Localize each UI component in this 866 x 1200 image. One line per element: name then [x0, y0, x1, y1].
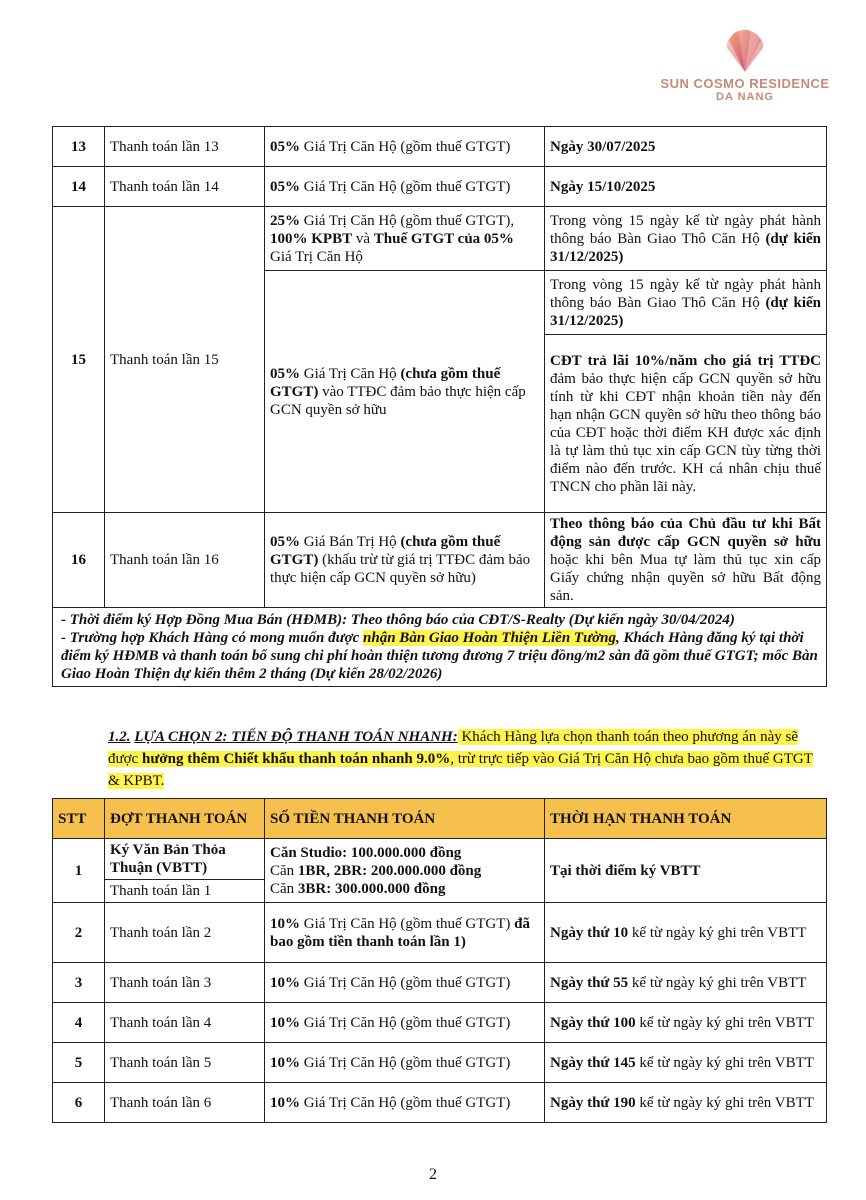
- row-deadline: Ngày thứ 190 kể từ ngày ký ghi trên VBTT: [545, 1083, 827, 1123]
- row-deadline: Ngày thứ 55 kể từ ngày ký ghi trên VBTT: [545, 963, 827, 1003]
- row-stt: 15: [53, 207, 105, 513]
- notes-row: [53, 608, 827, 687]
- page-number: 2: [429, 1166, 437, 1183]
- note-hdmb: - Thời điểm ký Hợp Đồng Mua Bán (HĐMB): Theo thông báo của CĐT/S-Realty (Dự kiến ngày 30/04/2024): [61, 612, 735, 628]
- row-stt: 4: [53, 1003, 105, 1043]
- logo-name: SUN COSMO RESIDENCE: [660, 76, 830, 91]
- row-name: [105, 839, 265, 903]
- row-stt: 1: [53, 839, 105, 903]
- row-amount: 25% Giá Trị Căn Hộ (gồm thuế GTGT), 100% KPBT và Thuế GTGT của 05% Giá Trị Căn Hộ: [265, 207, 545, 271]
- table-row: [53, 513, 827, 608]
- row-amount: 10% Giá Trị Căn Hộ (gồm thuế GTGT) đã bao gồm tiền thanh toán lần 1): [265, 903, 545, 963]
- row-name: Thanh toán lần 2: [105, 903, 265, 963]
- row-amount: 05% Giá Trị Căn Hộ (chưa gồm thuế GTGT) vào TTĐC đảm bảo thực hiện cấp GCN quyền sở hữu: [265, 271, 545, 513]
- row-amount: 10% Giá Trị Căn Hộ (gồm thuế GTGT): [265, 1003, 545, 1043]
- table-row: [53, 903, 827, 963]
- payment-schedule-table-option1: [52, 126, 827, 687]
- table-row: [53, 963, 827, 1003]
- row-deadline: Ngày thứ 10 kể từ ngày ký ghi trên VBTT: [545, 903, 827, 963]
- payment-schedule-table-option2: [52, 798, 827, 1123]
- header-stt: STT: [53, 799, 105, 839]
- row-stt: 2: [53, 903, 105, 963]
- row-amount: 05% Giá Trị Căn Hộ (gồm thuế GTGT): [265, 127, 545, 167]
- sun-logo-icon: [723, 28, 767, 74]
- section-number: 1.2.: [108, 729, 131, 745]
- row-deadline: Ngày 15/10/2025: [545, 167, 827, 207]
- row-stt: 6: [53, 1083, 105, 1123]
- row-amount: 05% Giá Bán Trị Hộ (chưa gồm thuế GTGT) (khấu trừ từ giá trị TTĐC đảm bảo thực hiện cấp GCN quyền sở hữu): [265, 513, 545, 608]
- table-row: [53, 167, 827, 207]
- row-name: Thanh toán lần 14: [105, 167, 265, 207]
- row-stt: 3: [53, 963, 105, 1003]
- logo-city: DA NANG: [716, 91, 774, 103]
- table-header: [53, 799, 827, 839]
- brand-logo: [660, 28, 830, 118]
- row-name: Thanh toán lần 4: [105, 1003, 265, 1043]
- note-handover: - Trường hợp Khách Hàng có mong muốn được nhận Bàn Giao Hoàn Thiện Liền Tường, Khách Hàng đăng ký tại thời điểm ký HĐMB và thanh toán bổ sung chi phí hoàn thiện tương đương 7 triệu đồng/m2 sàn đã gồm thuế GTGT; mốc Bàn Giao Hoàn Thiện dự kiến thêm 2 tháng (Dự kiến 28/02/2026): [61, 630, 818, 682]
- row-amount: 10% Giá Trị Căn Hộ (gồm thuế GTGT): [265, 1043, 545, 1083]
- header-deadline: THỜI HẠN THANH TOÁN: [545, 799, 827, 839]
- table-row: [53, 207, 827, 271]
- section-option-2: [108, 726, 828, 792]
- row-amount: 10% Giá Trị Căn Hộ (gồm thuế GTGT): [265, 1083, 545, 1123]
- row-stt: 5: [53, 1043, 105, 1083]
- row-name-payment: Thanh toán lần 1: [105, 879, 264, 902]
- table-row: [53, 127, 827, 167]
- row-name: Thanh toán lần 6: [105, 1083, 265, 1123]
- row-name: Thanh toán lần 3: [105, 963, 265, 1003]
- row-stt: 16: [53, 513, 105, 608]
- header-phase: ĐỢT THANH TOÁN: [105, 799, 265, 839]
- row-deadline: Ngày thứ 100 kể từ ngày ký ghi trên VBTT: [545, 1003, 827, 1043]
- row-deadline-interest: CĐT trả lãi 10%/năm cho giá trị TTĐC đảm bảo thực hiện cấp GCN quyền sở hữu tính từ khi CĐT nhận khoản tiền này đến hạn nhận GCN quyền sở hữu theo thông báo của CĐT hoặc thời điểm KH được xác định là tự làm thủ tục xin cấp GCN tùy từng thời điểm nào đến trước. KH cá nhân chịu thuế TNCN cho phần lãi này.: [545, 335, 827, 513]
- notes-cell: [53, 608, 827, 687]
- row-deadline: Theo thông báo của Chủ đầu tư khi Bất động sản được cấp GCN quyền sở hữu hoặc khi bên Mua tự làm thủ tục xin cấp Giấy chứng nhận quyền sở hữu Bất động sản.: [545, 513, 827, 608]
- row-name: Thanh toán lần 15: [105, 207, 265, 513]
- row-name: Thanh toán lần 5: [105, 1043, 265, 1083]
- section-title: LỰA CHỌN 2: TIẾN ĐỘ THANH TOÁN NHANH:: [134, 729, 458, 745]
- row-deadline: Trong vòng 15 ngày kể từ ngày phát hành thông báo Bàn Giao Thô Căn Hộ (dự kiến 31/12/2025): [545, 207, 827, 271]
- row-deadline: Tại thời điểm ký VBTT: [545, 839, 827, 903]
- row-amount: 05% Giá Trị Căn Hộ (gồm thuế GTGT): [265, 167, 545, 207]
- row-deadline: Trong vòng 15 ngày kể từ ngày phát hành thông báo Bàn Giao Thô Căn Hộ (dự kiến 31/12/2025): [545, 271, 827, 335]
- row-name: Thanh toán lần 16: [105, 513, 265, 608]
- row-deadline: Ngày thứ 145 kể từ ngày ký ghi trên VBTT: [545, 1043, 827, 1083]
- row-stt: 14: [53, 167, 105, 207]
- table-row: [53, 1003, 827, 1043]
- row-amount: 10% Giá Trị Căn Hộ (gồm thuế GTGT): [265, 963, 545, 1003]
- row-deadline: Ngày 30/07/2025: [545, 127, 827, 167]
- row-stt: 13: [53, 127, 105, 167]
- section-text: Khách Hàng lựa chọn thanh toán theo phương án này sẽ được hưởng thêm Chiết khấu thanh toán nhanh 9.0%, trừ trực tiếp vào Giá Trị Căn Hộ chưa bao gồm thuế GTGT & KPBT.: [108, 729, 813, 789]
- table-row: [53, 1043, 827, 1083]
- row-amount: Căn Studio: 100.000.000 đồng Căn 1BR, 2BR: 200.000.000 đồng Căn 3BR: 300.000.000 đồng: [265, 839, 545, 903]
- row-name-vbtt: Ký Văn Bản Thỏa Thuận (VBTT): [110, 842, 226, 876]
- table-row: [53, 1083, 827, 1123]
- header-amount: SỐ TIỀN THANH TOÁN: [265, 799, 545, 839]
- table-row: [53, 839, 827, 903]
- row-name: Thanh toán lần 13: [105, 127, 265, 167]
